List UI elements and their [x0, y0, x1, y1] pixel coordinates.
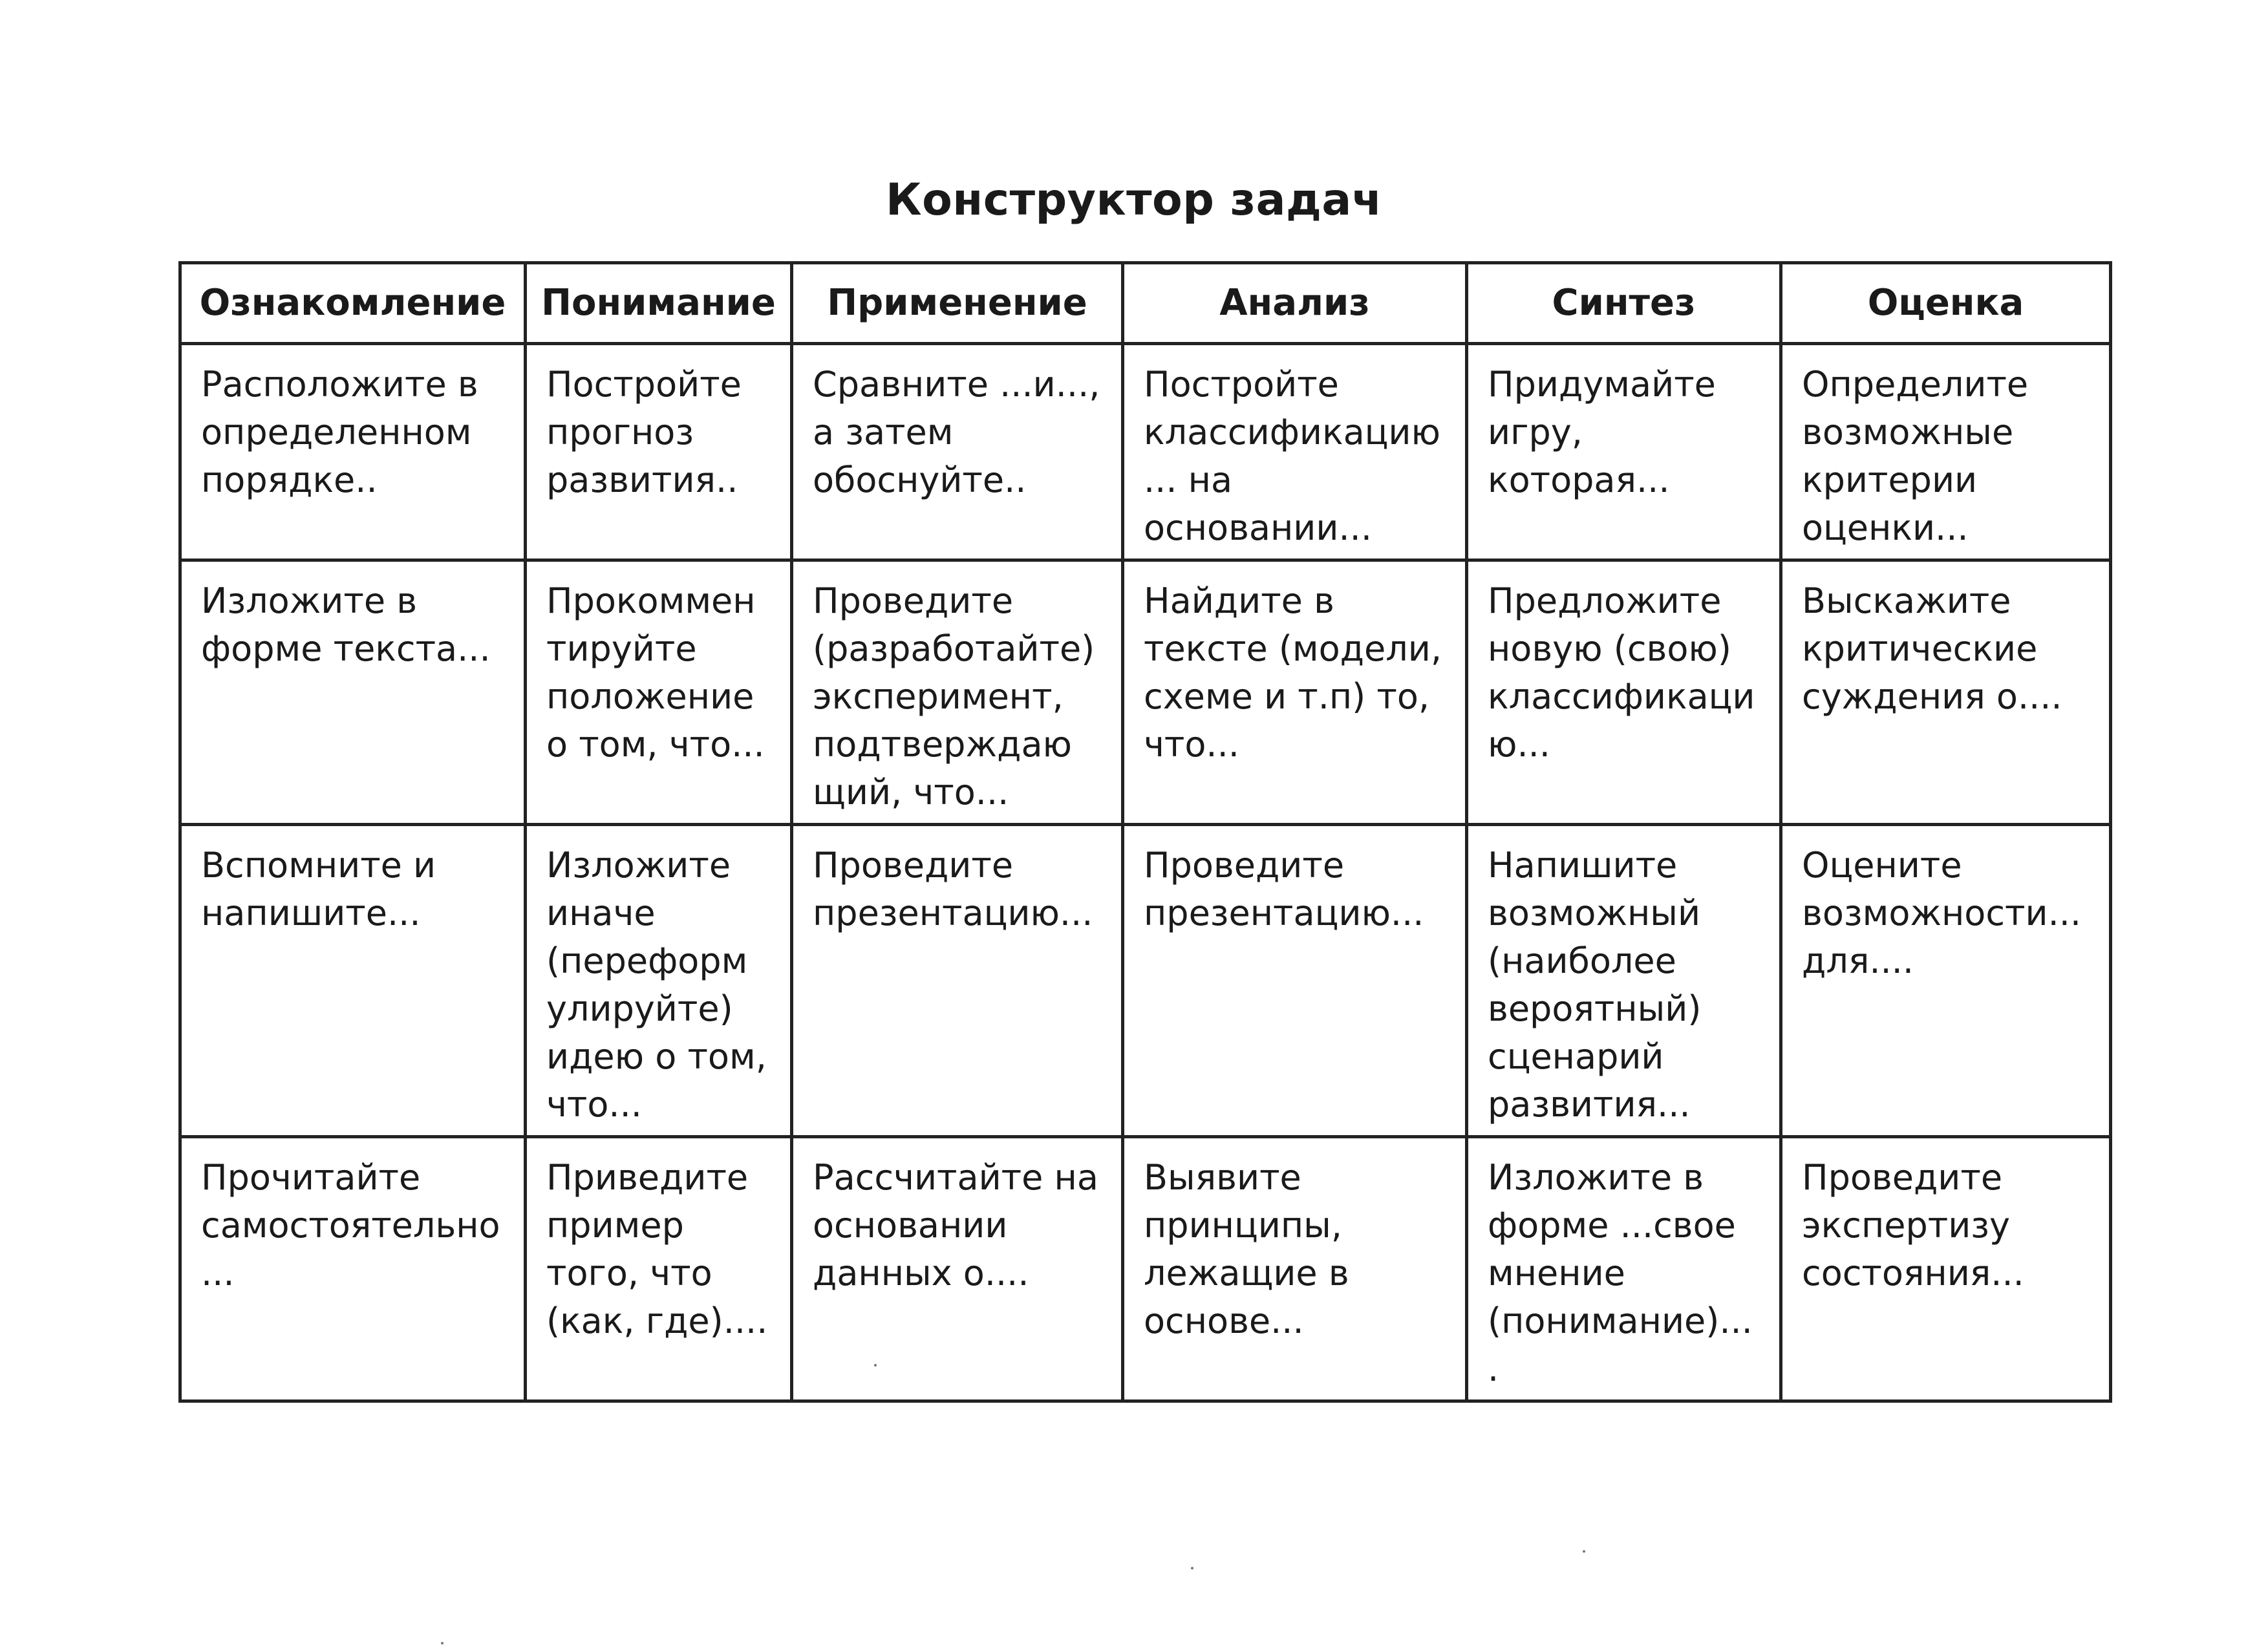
table-cell: Найдите в тексте (модели, схеме и т.п) то, что... — [1123, 560, 1467, 825]
table-cell: Приведите пример того, что (как, где).... — [526, 1137, 792, 1401]
table-cell: Изложите в форме текста... — [180, 560, 526, 825]
table-cell: Сравните ...и..., а затем обоснуйте.. — [792, 344, 1123, 560]
table-cell: Определите возможные критерии оценки... — [1781, 344, 2111, 560]
column-header-understanding: Понимание — [526, 263, 792, 344]
table-cell: Прочитайте самостоятельно ... — [180, 1137, 526, 1401]
table-cell: Постройте прогноз развития.. — [526, 344, 792, 560]
page-title: Конструктор задач — [885, 175, 1383, 226]
table-cell: Напишите возможный (наиболее вероятный) сценарий развития... — [1467, 825, 1781, 1137]
table-row — [180, 825, 2111, 1137]
scan-speck — [1583, 1550, 1585, 1553]
column-header-familiarization: Ознакомление — [180, 263, 526, 344]
table-cell: Прокоммен тируйте положение о том, что... — [526, 560, 792, 825]
table-header-row — [180, 263, 2111, 344]
table-cell: Изложите в форме ...свое мнение (понимание)... . — [1467, 1137, 1781, 1401]
table-cell: Вспомните и напишите... — [180, 825, 526, 1137]
scan-speck — [441, 1642, 444, 1644]
table-cell: Проведите презентацию... — [792, 825, 1123, 1137]
table-cell: Проведите экспертизу состояния... — [1781, 1137, 2111, 1401]
column-header-synthesis: Синтез — [1467, 263, 1781, 344]
table-cell: Проведите (разработайте) эксперимент, подтверждаю щий, что... — [792, 560, 1123, 825]
scan-speck — [874, 1364, 877, 1367]
table-cell: Изложите иначе (переформ улируйте) идею о том, что... — [526, 825, 792, 1137]
table-cell: Придумайте игру, которая... — [1467, 344, 1781, 560]
table-row — [180, 344, 2111, 560]
column-header-analysis: Анализ — [1123, 263, 1467, 344]
table-cell: Выскажите критические суждения о.... — [1781, 560, 2111, 825]
table-row — [180, 560, 2111, 825]
table-cell: Проведите презентацию... — [1123, 825, 1467, 1137]
table-cell: Оцените возможности... для.... — [1781, 825, 2111, 1137]
table-cell: Расположите в определенном порядке.. — [180, 344, 526, 560]
task-constructor-table — [178, 261, 2112, 1403]
table-row — [180, 1137, 2111, 1401]
scan-speck — [1191, 1567, 1193, 1569]
column-header-evaluation: Оценка — [1781, 263, 2111, 344]
table-cell: Постройте классификацию ... на основании... — [1123, 344, 1467, 560]
table-cell: Предложите новую (свою) классификаци ю... — [1467, 560, 1781, 825]
table-cell: Выявите принципы, лежащие в основе... — [1123, 1137, 1467, 1401]
column-header-application: Применение — [792, 263, 1123, 344]
table-cell: Рассчитайте на основании данных о.... — [792, 1137, 1123, 1401]
